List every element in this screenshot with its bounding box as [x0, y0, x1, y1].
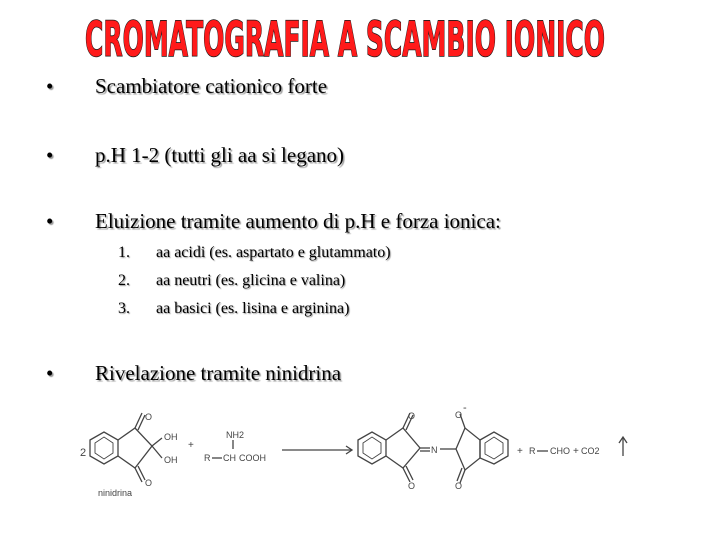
- bullet-marker: •: [46, 143, 54, 167]
- plus-sign: +: [573, 446, 579, 457]
- negative-charge: -: [463, 402, 467, 414]
- bullet-text: Eluizione tramite aumento di p.H e forza ionica:: [95, 209, 501, 233]
- bullet-text: Rivelazione tramite ninidrina: [95, 361, 342, 385]
- sub-item-number: 1.: [118, 244, 130, 261]
- reagent-name: ninidrina: [98, 488, 133, 498]
- aldehyde-label: CHO: [550, 446, 570, 456]
- sub-item-text: aa neutri (es. glicina e valina): [156, 272, 346, 289]
- ninhydrin-reaction-scheme: [70, 400, 650, 505]
- sub-item-text: aa basici (es. lisina e arginina): [156, 300, 350, 317]
- bullet-text: Scambiatore cationico forte: [95, 74, 328, 98]
- amine-label: NH2: [226, 430, 245, 440]
- co2-label: CO2: [581, 446, 600, 456]
- alpha-carbon-label: CH: [223, 453, 236, 463]
- oxygen-label: O: [408, 411, 416, 421]
- sub-item-number: 3.: [118, 300, 130, 317]
- oxygen-label: O: [408, 481, 416, 491]
- r-group-label: R: [204, 453, 211, 463]
- hydroxyl-label: OH: [164, 455, 178, 465]
- bullet-text: p.H 1-2 (tutti gli aa si legano): [95, 143, 345, 167]
- ninhydrin-structure: [90, 413, 162, 482]
- oxide-label: O: [455, 410, 463, 420]
- oxygen-label: O: [455, 481, 463, 491]
- bullet-marker: •: [46, 361, 54, 385]
- slide-title-text: CROMATOGRAFIA A SCAMBIO IONICO: [85, 12, 605, 66]
- stoichiometric-coefficient: 2: [80, 447, 87, 459]
- slide-title: [80, 4, 610, 66]
- carboxyl-label: COOH: [239, 453, 266, 463]
- plus-sign: +: [517, 446, 523, 457]
- bullet-marker: •: [46, 74, 54, 98]
- oxygen-label: O: [145, 412, 153, 422]
- oxygen-label: O: [145, 478, 153, 488]
- r-group-label: R: [529, 446, 536, 456]
- plus-sign: +: [188, 440, 194, 451]
- sub-item-text: aa acidi (es. aspartato e glutammato): [156, 244, 391, 261]
- hydroxyl-label: OH: [164, 432, 178, 442]
- bullet-marker: •: [46, 209, 54, 233]
- nitrogen-label: N: [431, 445, 438, 455]
- sub-item-number: 2.: [118, 272, 130, 289]
